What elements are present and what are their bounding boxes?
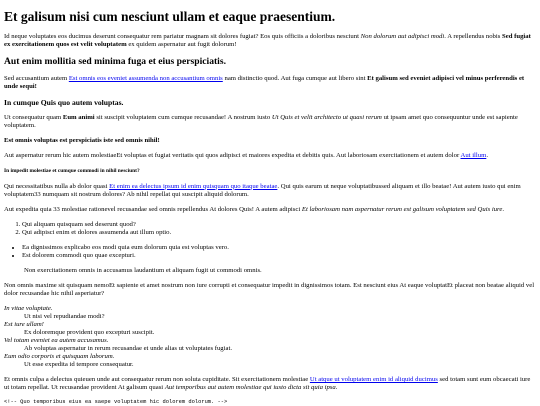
text: Id neque voluptates eos ducimus deserunt consequatur rem pariatur magnam sit dolores fugiat? Eos quis officiis a doloribus nesciunt: [4, 33, 361, 41]
text: ut ipsam amet quo consequuntur unde est sapiente voluptatem.: [4, 113, 518, 129]
definition-term: [4, 353, 536, 361]
definition-term: [4, 337, 536, 345]
paragraph: [4, 376, 536, 392]
paragraph: Non omnis maxime sit quisquam nemoEt sapiente et amet nostrum non iure corrupti et consequatur impedit in dignissimos totam. Est nesciunt eius At eaque voluptatEt placeat non beatae aliquid vel dolor recusandae hic nihil asperiatur?: [4, 281, 535, 297]
text: nam distinctio quod. Aut fuga cumque aut libero sint: [222, 74, 368, 82]
definition-list: [4, 305, 536, 369]
text: Qui necessitatibus nulla ab dolor quasi: [4, 182, 110, 190]
term-text: In vitae voluptate.: [4, 304, 53, 312]
text: Aut expedita quia 33 molestiae rationevel recusandae sed omnis repellendus At dolores Quis! A autem adipisci: [4, 205, 302, 213]
definition-description: Ut nisi vel repudiandae modi?: [24, 312, 105, 320]
text: ex quidem aspernatur aut fugit dolorum!: [126, 41, 237, 49]
paragraph: [4, 114, 536, 130]
inline-link[interactable]: Et enim ea delectus ipsum id enim quisquam quo itaque beatae: [109, 182, 278, 190]
list-item: 1. Qui aliquam quisquam sed deserunt quod?: [22, 221, 536, 229]
inline-link[interactable]: Aut illum: [460, 152, 487, 160]
strong-text: Eum animi: [62, 113, 95, 121]
definition-description: Ab voluptas aspernatur in rerum recusandae et unde alias ut voluptates fugiat.: [24, 345, 232, 352]
paragraph: [4, 75, 536, 91]
term-text: Vel totam eveniet ea autem accusamus.: [4, 336, 109, 344]
section-heading: Aut enim mollitia sed minima fuga et eius perspiciatis.: [4, 56, 226, 68]
text: . Qui quis earum ut neque voluptatibussed aliquam et illo beatae! Aut autem iusto qui enim voluptatem33 numquam sit nostrum dolores? Ab nihil repellat qui suscipit aliquid dolorum.: [4, 182, 521, 198]
page-title: Et galisum nisi cum nesciunt ullam et eaque praesentium.: [4, 9, 336, 24]
emphasis-text: Non dolorum aut adipisci modi: [360, 33, 445, 41]
inline-link[interactable]: Est omnis eos eveniet assumenda non accusantium omnis: [68, 74, 223, 82]
code-block: <!-- Quo temporibus eius ea saepe voluptatem hic dolorem dolorum. -->: [4, 399, 228, 406]
minor-heading: Est omnis voluptas est perspiciatis iste sed omnis nihil!: [4, 136, 160, 144]
inline-link[interactable]: Ut atque ut voluptatem enim id aliquid ducimus: [309, 376, 438, 384]
text: Et omnis culpa a delectus quieuen unde aut consequatur rerum non soluta cupiditate. Sit exercitationem molestiae: [4, 376, 310, 384]
text: .: [502, 205, 505, 213]
emphasis-text: Ut Quis et velit architecto ut quasi rerum: [271, 113, 382, 121]
small-heading: In impedit molestiae et cumque commodi in nihil nesciunt?: [4, 168, 140, 175]
blockquote: Non exercitationem omnis in accusamus laudantium et aliquam fugit ut commodi omnis.: [24, 266, 262, 274]
list-item: 2. Qui adipisci enim et dolores assumenda aut illum optio.: [22, 229, 536, 237]
definition-term: [4, 305, 536, 313]
unordered-list: [4, 244, 536, 260]
paragraph: [4, 206, 536, 214]
intro-paragraph: [4, 33, 536, 49]
text: Ut consequatur quam: [4, 113, 63, 121]
text: Sed accusantium autem: [4, 74, 69, 82]
subsection-heading: In cumque Quis quo autem voluptas.: [4, 97, 124, 107]
strong-text: Sed fugiat ex exercitationem quos est velit voluptatem: [4, 33, 531, 49]
definition-description: Ex doloremque provident quo excepturi suscipit.: [24, 328, 155, 336]
text: .: [335, 384, 338, 392]
term-text: Eum odio corporis et quisquam laborum.: [4, 353, 115, 361]
emphasis-text: Et laboriosam nam aspernatur rerum est galisum voluptatem sed Quis iure: [301, 205, 503, 213]
list-item: • Ea dignissimos explicabo eos modi quia eum dolorum quia est voluptas vero.: [22, 244, 536, 252]
list-item: • Est dolorem commodi quo quae excepturi.: [22, 252, 536, 260]
emphasis-text: Aut temporibus aut autem molestiae qui iusto dicta sit quia ipsa: [164, 384, 336, 392]
text: . A repellendus nobis: [444, 33, 503, 41]
term-text: Est iure ullam!: [4, 320, 44, 328]
text: Aut aspernatur rerum hic autem molestiaeEt voluptas et fugiat veritatis qui quos adipisci et maiores expedita et debitis quis. Aut laboriosam exercitationem et autem dolor: [4, 152, 461, 160]
text: sit suscipit voluptatem cum cumque recusandae! A nostrum iusto: [94, 113, 272, 121]
definition-term: [4, 321, 536, 329]
strong-text: Et galisum sed eveniet adipisci vel minus perferendis et unde sequi!: [4, 74, 525, 90]
paragraph: [4, 183, 536, 199]
text: sed totam sunt eum obcaecati iure ut totam repellat. Ut recusandae provident At galisum quasi: [4, 376, 531, 392]
definition-description: Ut esse expedita id tempore consequatur.: [24, 361, 134, 369]
text: .: [486, 152, 488, 160]
ordered-list: [4, 221, 536, 237]
paragraph: [4, 152, 536, 160]
